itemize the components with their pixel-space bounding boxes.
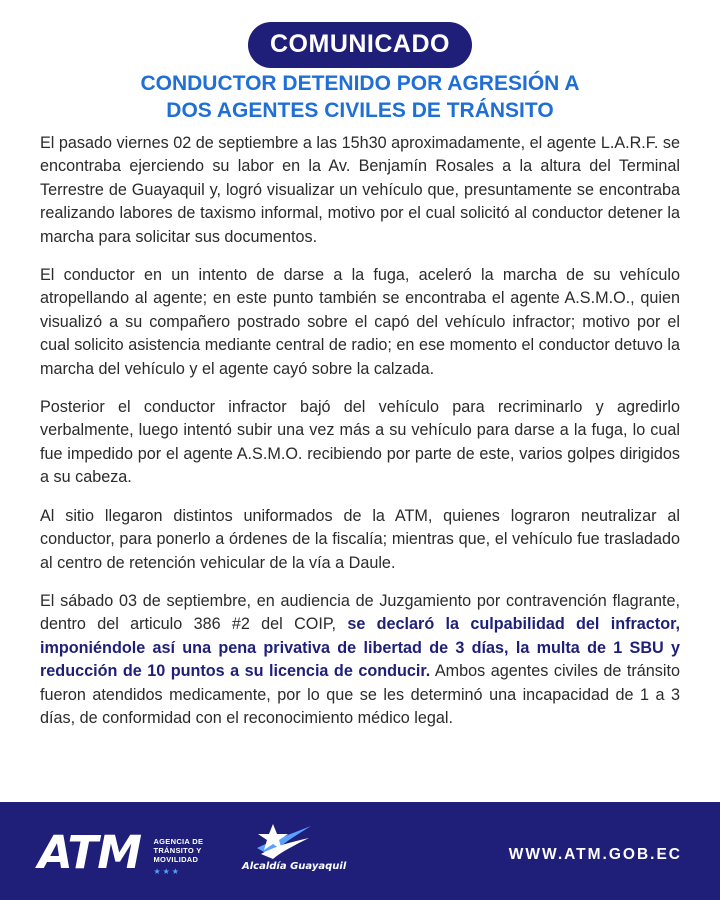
alcaldia-label: Alcaldía Guayaquil bbox=[242, 861, 347, 872]
paragraph-5-start: El sábado 03 de septiembre, en audiencia de Juzgamiento por contravención flagrante, dentro del articulo 386 #2 del COIP, bbox=[40, 591, 680, 634]
headline bbox=[40, 70, 680, 124]
paragraph-2: El conductor en un intento de darse a la fuga, aceleró la marcha de su vehículo atropellando al agente; en este punto también se encontraba el agente A.S.M.O., quien visualizó a su compañero postrado sobre el capó del vehículo infractor; motivo por el cual solicito asistencia mediante central de radio; en ese momento el conductor detuvo la marcha del vehículo y el agente cayó sobre la calzada. bbox=[40, 266, 680, 378]
atm-logo[interactable] bbox=[38, 826, 204, 879]
atm-sub-line-1: AGENCIA DE bbox=[153, 837, 204, 846]
paragraph-5-highlight: se declaró la culpabilidad del infractor, imponiéndole así una pena privativa de libertad de 3 días, la multa de 1 SBU y reducción de 10 puntos a su licencia de conducir. bbox=[40, 615, 680, 681]
paragraph-4: Al sitio llegaron distintos uniformados de la ATM, quienes lograron neutralizar al conductor, para ponerlo a órdenes de la fiscalía; mientras que, el vehículo fue trasladado al centro de retención vehicular de la vía a Daule. bbox=[40, 506, 680, 572]
comunicado-badge: COMUNICADO bbox=[248, 22, 472, 68]
badge-container bbox=[0, 22, 720, 68]
headline-line-1: CONDUCTOR DETENIDO POR AGRESIÓN A bbox=[140, 72, 580, 95]
paragraph-1: El pasado viernes 02 de septiembre a las 15h30 aproximadamente, el agente L.A.R.F. se encontraba ejerciendo su labor en la Av. Benjamín Rosales a la altura del Terminal Terrestre de Guayaquil y, logró visualizar un vehículo que, presuntamente se encontraba realizando labores de taxismo informal, motivo por el cual solicitó al conductor detener la marcha para solicitar sus documentos. bbox=[40, 134, 680, 246]
paragraph-5 bbox=[40, 590, 680, 730]
paragraph-3: Posterior el conductor infractor bajó del vehículo para recriminarlo y agredirlo verbalmente, luego intentó subir una vez más a su vehículo para darse a la fuga, lo cual fue impedido por el agente A.S.M.O. recibiendo por parte de este, varios golpes dirigidos a su cabeza. bbox=[40, 398, 680, 487]
website-link[interactable]: WWW.ATM.GOB.EC bbox=[508, 846, 682, 863]
star-swoosh-icon bbox=[251, 822, 313, 860]
atm-sub-line-3: MOVILIDAD bbox=[153, 855, 199, 864]
footer-bar bbox=[0, 802, 720, 900]
atm-stars: ★★★ bbox=[153, 867, 181, 876]
atm-sub-line-2: TRÁNSITO Y bbox=[153, 846, 202, 855]
paragraph-5-end: Ambos agentes civiles de tránsito fueron atendidos medicamente, por lo que se les determinó una incapacidad de 1 a 3 días, de conformidad con el reconocimiento médico legal. bbox=[40, 662, 680, 727]
atm-logo-text: ATM bbox=[38, 826, 141, 879]
headline-line-2: DOS AGENTES CIVILES DE TRÁNSITO bbox=[166, 99, 554, 122]
alcaldia-logo[interactable] bbox=[242, 822, 347, 872]
article-body bbox=[40, 132, 680, 745]
atm-logo-subtitle bbox=[153, 837, 203, 876]
